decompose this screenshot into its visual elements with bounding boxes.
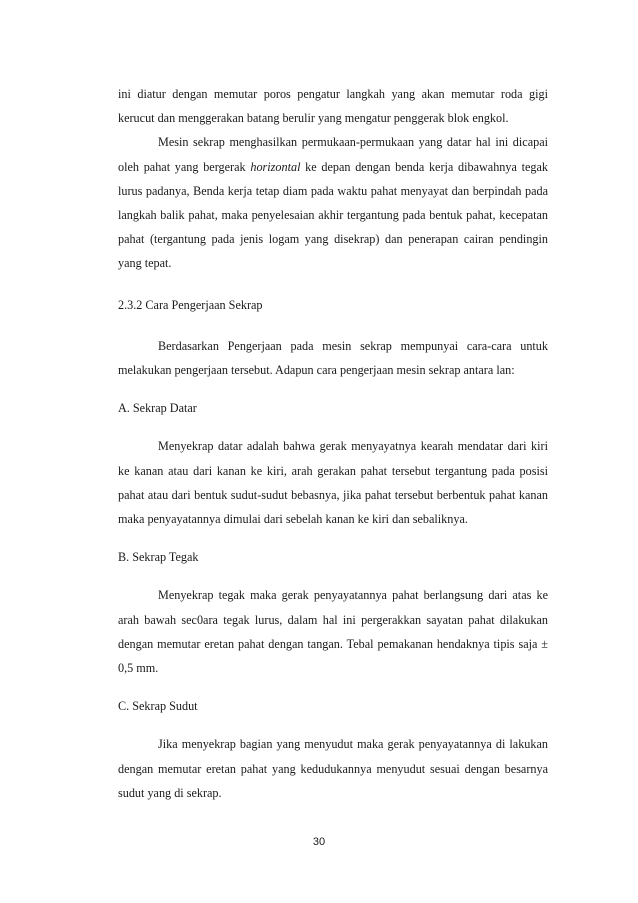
- paragraph-text: ke depan dengan benda kerja dibawahnya tegak lurus padanya, Benda kerja tetap diam pada waktu pahat menyayat dan berpindah pada langkah balik pahat, maka penyelesaian akhir tergantung pada bentuk pahat, kecepatan pahat (tergantung pada jenis logam yang disekrap) dan penerapan cairan pendingin yang tepat.: [118, 159, 549, 271]
- subheading-sekrap-tegak: B. Sekrap Tegak: [118, 550, 199, 565]
- section-heading: 2.3.2 Cara Pengerjaan Sekrap: [118, 297, 263, 312]
- paragraph-mesin-sekrap: [118, 130, 548, 275]
- paragraph-sekrap-sudut: Jika menyekrap bagian yang menyudut maka gerak penyayatannya di lakukan dengan memutar eretan pahat yang kedudukannya menyudut sesuai dengan besarnya sudut yang di sekrap.: [118, 737, 548, 800]
- paragraph-berdasarkan: Berdasarkan Pengerjaan pada mesin sekrap mempunyai cara-cara untuk melakukan pengerjaan tersebut. Adapun cara pengerjaan mesin sekrap antara lan:: [118, 338, 548, 378]
- italic-term: horizontal: [250, 159, 301, 174]
- page-number: 30: [312, 836, 326, 848]
- subheading-sekrap-datar: A. Sekrap Datar: [118, 401, 197, 416]
- paragraph-text: Mesin sekrap menghasilkan permukaan-permukaan yang datar hal ini dicapai oleh pahat yang bergerak: [118, 135, 548, 174]
- paragraph-sekrap-tegak: Menyekrap tegak maka gerak penyayatannya pahat berlangsung dari atas ke arah bawah sec0ara tegak lurus, dalam hal ini pergerakkan sayatan pahat dilakukan dengan memutar eretan pahat dengan tangan. Tebal pemakanan hendaknya tipis saja ± 0,5 mm.: [118, 588, 548, 676]
- paragraph-sekrap-datar: Menyekrap datar adalah bahwa gerak menyayatnya kearah mendatar dari kiri ke kanan atau dari kanan ke kiri, arah gerakan pahat tersebut tergantung pada posisi pahat atau dari bentuk sudut-sudut bebasnya, jika pahat tersebut berbentuk pahat kanan maka penyayatannya dimulai dari sebelah kanan ke kiri dan sebaliknya.: [118, 439, 548, 527]
- paragraph-continuation: ini diatur dengan memutar poros pengatur langkah yang akan memutar roda gigi kerucut dan menggerakan batang berulir yang mengatur penggerak blok engkol.: [118, 87, 548, 126]
- document-body: [118, 82, 548, 805]
- subheading-sekrap-sudut: C. Sekrap Sudut: [118, 699, 198, 714]
